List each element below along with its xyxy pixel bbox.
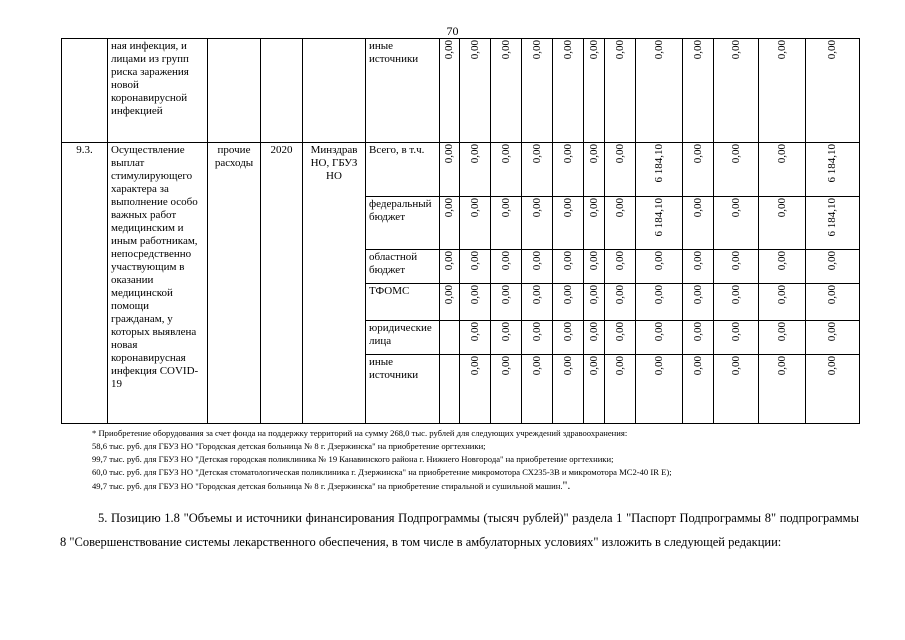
value-cell [636,197,683,250]
cell-value: 0,00 [652,40,665,60]
cell-value: 0,00 [468,251,481,271]
cell-value: 0,00 [587,251,600,271]
footnote-line: 99,7 тыс. руб. для ГБУЗ НО "Детская городская поликлиника № 19 Канавинского района г. Нижнего Новгорода" на приобретение оргтехники; [92,454,614,464]
value-cell [460,197,491,250]
cell-value: 0,00 [652,356,665,376]
value-cell [605,39,636,143]
footnote-line [92,479,872,493]
value-cell [584,284,605,321]
value-cell [714,355,759,424]
value-cell [460,284,491,321]
cell-value: 0,00 [587,198,600,218]
value-cell [491,250,522,284]
cell-value: 0,00 [729,251,742,271]
value-cell [522,197,553,250]
cell-value: 0,00 [587,40,600,60]
value-cell [440,39,460,143]
value-cell [440,321,460,355]
cell-value: 0,00 [729,144,742,164]
cell-value: 0,00 [443,40,455,60]
cell-value: 6 184,10 [652,144,665,183]
value-cell [759,197,806,250]
value-cell [584,321,605,355]
value-cell [714,321,759,355]
value-cell [553,197,584,250]
value-cell [584,197,605,250]
value-cell [584,39,605,143]
value-cell [522,321,553,355]
value-cell [683,321,714,355]
value-cell [553,321,584,355]
cell-value: 0,00 [613,144,626,164]
value-cell [491,355,522,424]
value-cell [714,39,759,143]
cell-value: 0,00 [468,356,481,376]
year-cell [261,39,303,143]
cell-value: 0,00 [613,285,626,305]
value-cell [460,355,491,424]
cell-value: 0,00 [468,322,481,342]
value-cell [460,143,491,197]
cell-value: 0,00 [587,285,600,305]
cell-value: 0,00 [443,144,455,164]
cell-value: 0,00 [499,356,512,376]
value-cell [605,250,636,284]
value-cell [683,143,714,197]
cell-value: 0,00 [691,322,704,342]
cell-value: 0,00 [729,40,742,60]
type-cell: прочие расходы [208,143,261,424]
executor-cell: Минздрав НО, ГБУЗ НО [303,143,366,424]
value-cell [759,355,806,424]
value-cell [440,143,460,197]
cell-value: 0,00 [561,144,574,164]
cell-value: 0,00 [587,144,600,164]
cell-value: 0,00 [468,285,481,305]
cell-value: 0,00 [729,356,742,376]
value-cell [806,284,860,321]
page-number: 70 [446,24,459,38]
value-cell [605,197,636,250]
value-cell [806,39,860,143]
cell-value: 0,00 [530,251,543,271]
cell-value: 0,00 [499,322,512,342]
value-cell [806,321,860,355]
value-cell [553,284,584,321]
value-cell [636,39,683,143]
cell-value: 0,00 [826,251,838,271]
value-cell [683,39,714,143]
cell-value: 0,00 [691,40,704,60]
value-cell [714,250,759,284]
footnotes [92,427,872,493]
cell-value: 0,00 [826,356,838,376]
cell-value: 0,00 [613,356,626,376]
value-cell [683,250,714,284]
cell-value: 0,00 [775,198,788,218]
cell-value: 6 184,10 [826,144,838,183]
year-cell: 2020 [261,143,303,424]
cell-value: 0,00 [561,198,574,218]
value-cell [683,284,714,321]
cell-value: 0,00 [691,251,704,271]
value-cell [636,250,683,284]
value-cell [759,284,806,321]
cell-value: 0,00 [443,198,455,218]
footnote-closing-quote: ". [562,478,571,492]
cell-value: 6 184,10 [826,198,838,237]
cell-value: 0,00 [499,144,512,164]
value-cell [553,39,584,143]
value-cell [759,321,806,355]
value-cell [759,250,806,284]
value-cell [605,355,636,424]
value-cell [605,284,636,321]
cell-value: 0,00 [775,144,788,164]
cell-value: 0,00 [613,40,626,60]
table-row [62,143,860,197]
cell-value: 0,00 [729,285,742,305]
value-cell [759,143,806,197]
source-cell: федеральный бюджет [366,197,440,250]
value-cell [584,143,605,197]
cell-value: 0,00 [443,285,455,305]
value-cell [440,355,460,424]
value-cell [522,143,553,197]
cell-value: 0,00 [530,198,543,218]
value-cell [553,355,584,424]
financing-table [61,38,860,424]
cell-value: 0,00 [530,322,543,342]
number-cell: 9.3. [62,143,108,424]
cell-value: 0,00 [443,251,455,271]
cell-value: 0,00 [826,285,838,305]
value-cell [491,284,522,321]
cell-value: 0,00 [561,322,574,342]
number-cell [62,39,108,143]
body-paragraph [60,506,859,554]
value-cell [522,39,553,143]
cell-value: 0,00 [775,285,788,305]
cell-value: 0,00 [652,251,665,271]
cell-value: 0,00 [729,198,742,218]
value-cell [460,321,491,355]
cell-value: 0,00 [561,356,574,376]
value-cell [491,143,522,197]
cell-value: 0,00 [613,251,626,271]
cell-value: 0,00 [530,40,543,60]
value-cell [440,197,460,250]
cell-value: 0,00 [530,144,543,164]
table-row [62,39,860,143]
cell-value: 0,00 [499,40,512,60]
executor-cell [303,39,366,143]
cell-value: 0,00 [691,198,704,218]
value-cell [460,250,491,284]
value-cell [553,143,584,197]
value-cell [584,355,605,424]
type-cell [208,39,261,143]
value-cell [522,284,553,321]
paragraph-text: 5. Позицию 1.8 "Объемы и источники финансирования Подпрограммы (тысяч рублей)" раздела 1 "Паспорт Подпрограммы 8" подпрограммы 8 "Совершенствование системы лекарственного обеспечения, в том числе в амбулаторных условиях" изложить в следующей редакции: [60,511,859,549]
value-cell [714,284,759,321]
cell-value: 0,00 [729,322,742,342]
value-cell [491,321,522,355]
cell-value: 0,00 [561,251,574,271]
value-cell [460,39,491,143]
cell-value: 6 184,10 [652,198,665,237]
value-cell [636,143,683,197]
footnote-line: 58,6 тыс. руб. для ГБУЗ НО "Городская детская больница № 8 г. Дзержинска" на приобретение оргтехники; [92,441,486,451]
value-cell [605,321,636,355]
cell-value: 0,00 [561,285,574,305]
cell-value: 0,00 [587,356,600,376]
source-cell: ТФОМС [366,284,440,321]
source-cell: юридические лица [366,321,440,355]
value-cell [584,250,605,284]
value-cell [522,250,553,284]
value-cell [636,355,683,424]
value-cell [440,250,460,284]
cell-value: 0,00 [826,322,838,342]
value-cell [636,284,683,321]
value-cell [491,197,522,250]
value-cell [714,197,759,250]
cell-value: 0,00 [691,285,704,305]
value-cell [605,143,636,197]
cell-value: 0,00 [775,251,788,271]
cell-value: 0,00 [691,356,704,376]
cell-value: 0,00 [499,285,512,305]
value-cell [806,250,860,284]
cell-value: 0,00 [775,40,788,60]
value-cell [522,355,553,424]
value-cell [683,197,714,250]
value-cell [806,355,860,424]
cell-value: 0,00 [499,198,512,218]
source-cell: иные источники [366,39,440,143]
cell-value: 0,00 [468,198,481,218]
value-cell [806,143,860,197]
cell-value: 0,00 [691,144,704,164]
cell-value: 0,00 [561,40,574,60]
measure-name-cell: Осуществление выплат стимулирующего характера за выполнение особо важных работ медицинским и иным работникам, непосредственно участвующим в оказании медицинской помощи гражданам, у которых выявлена новая коронавирусная инфекция COVID-19 [108,143,208,424]
cell-value: 0,00 [826,40,838,60]
cell-value: 0,00 [587,322,600,342]
cell-value: 0,00 [613,322,626,342]
cell-value: 0,00 [652,322,665,342]
value-cell [683,355,714,424]
footnote-text: 49,7 тыс. руб. для ГБУЗ НО "Городская детская больница № 8 г. Дзержинска" на приобретение стиральной и сушильной машин. [92,481,563,491]
cell-value: 0,00 [468,40,481,60]
source-cell: областной бюджет [366,250,440,284]
value-cell [553,250,584,284]
cell-value: 0,00 [499,251,512,271]
cell-value: 0,00 [530,285,543,305]
value-cell [491,39,522,143]
cell-value: 0,00 [613,198,626,218]
source-cell: Всего, в т.ч. [366,143,440,197]
value-cell [759,39,806,143]
footnote-line: * Приобретение оборудования за счет фонда на поддержку территорий на сумму 268,0 тыс. рублей для следующих учреждений здравоохранения: [92,428,628,438]
source-cell: иные источники [366,355,440,424]
value-cell [806,197,860,250]
measure-name-cell: ная инфекция, и лицами из групп риска заражения новой коронавирусной инфекцией [108,39,208,143]
cell-value: 0,00 [775,356,788,376]
value-cell [636,321,683,355]
value-cell [440,284,460,321]
footnote-line: 60,0 тыс. руб. для ГБУЗ НО "Детская стоматологическая поликлиника г. Дзержинска" на приобретение микромотора СХ235-3В и микромотора МС2-40 IR Е); [92,467,672,477]
cell-value: 0,00 [775,322,788,342]
cell-value: 0,00 [468,144,481,164]
cell-value: 0,00 [530,356,543,376]
value-cell [714,143,759,197]
cell-value: 0,00 [652,285,665,305]
